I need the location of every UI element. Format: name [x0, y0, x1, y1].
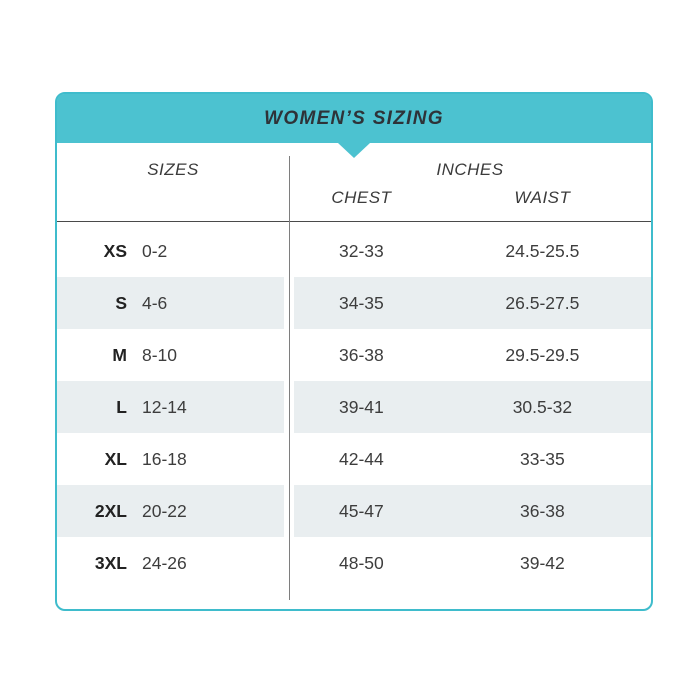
chest-value: 45-47	[339, 500, 384, 521]
chest-value: 36-38	[339, 344, 384, 365]
size-cell	[57, 501, 289, 522]
size-range: 4-6	[142, 292, 168, 313]
table-row	[57, 329, 651, 381]
chest-value: 42-44	[339, 448, 384, 469]
size-label: 3XL	[94, 552, 127, 573]
waist-value: 24.5-25.5	[505, 240, 580, 261]
measurement-cells	[289, 501, 651, 522]
table-row	[57, 277, 651, 329]
measurement-cells	[289, 241, 651, 262]
size-range: 8-10	[142, 344, 178, 365]
arrow-down-icon	[338, 143, 370, 158]
size-range: 20-22	[142, 500, 187, 521]
size-cell	[57, 449, 289, 470]
chest-value: 34-35	[339, 292, 384, 313]
sizes-column-header: SIZES	[147, 160, 199, 179]
size-label: XS	[103, 240, 127, 261]
sizing-chart-card	[55, 92, 653, 611]
waist-value: 30.5-32	[512, 396, 573, 417]
measurement-cells	[289, 293, 651, 314]
waist-value: 36-38	[520, 500, 565, 521]
chest-value: 48-50	[339, 552, 384, 573]
size-label: M	[112, 344, 127, 365]
size-label: XL	[104, 448, 127, 469]
waist-value: 39-42	[520, 552, 565, 573]
table-row	[57, 381, 651, 433]
chart-title: WOMEN’S SIZING	[264, 107, 444, 129]
size-cell	[57, 293, 289, 314]
waist-value: 33-35	[520, 448, 565, 469]
size-range: 12-14	[142, 396, 187, 417]
measurement-cells	[289, 449, 651, 470]
chart-title-banner	[57, 94, 651, 143]
size-range: 16-18	[142, 448, 187, 469]
size-cell	[57, 553, 289, 574]
size-cell	[57, 345, 289, 366]
column-divider	[289, 156, 290, 600]
measurement-cells	[289, 553, 651, 574]
table-body	[57, 222, 651, 589]
table-row	[57, 537, 651, 589]
inches-group-header: INCHES	[436, 160, 504, 179]
chest-value: 39-41	[339, 396, 384, 417]
size-label: 2XL	[94, 500, 127, 521]
measure-subheaders	[289, 188, 651, 208]
measurement-cells	[289, 345, 651, 366]
chest-value: 32-33	[339, 240, 384, 261]
waist-value: 26.5-27.5	[505, 292, 580, 313]
size-label: L	[116, 396, 127, 417]
table-row	[57, 485, 651, 537]
table-row	[57, 433, 651, 485]
size-cell	[57, 241, 289, 262]
waist-column-header: WAIST	[514, 188, 571, 207]
sizes-header-cell	[57, 143, 289, 221]
chest-column-header: CHEST	[331, 188, 392, 207]
waist-value: 29.5-29.5	[505, 344, 580, 365]
size-label: S	[115, 292, 127, 313]
measurement-cells	[289, 397, 651, 418]
table-row	[57, 225, 651, 277]
size-cell	[57, 397, 289, 418]
size-range: 24-26	[142, 552, 187, 573]
size-range: 0-2	[142, 240, 168, 261]
